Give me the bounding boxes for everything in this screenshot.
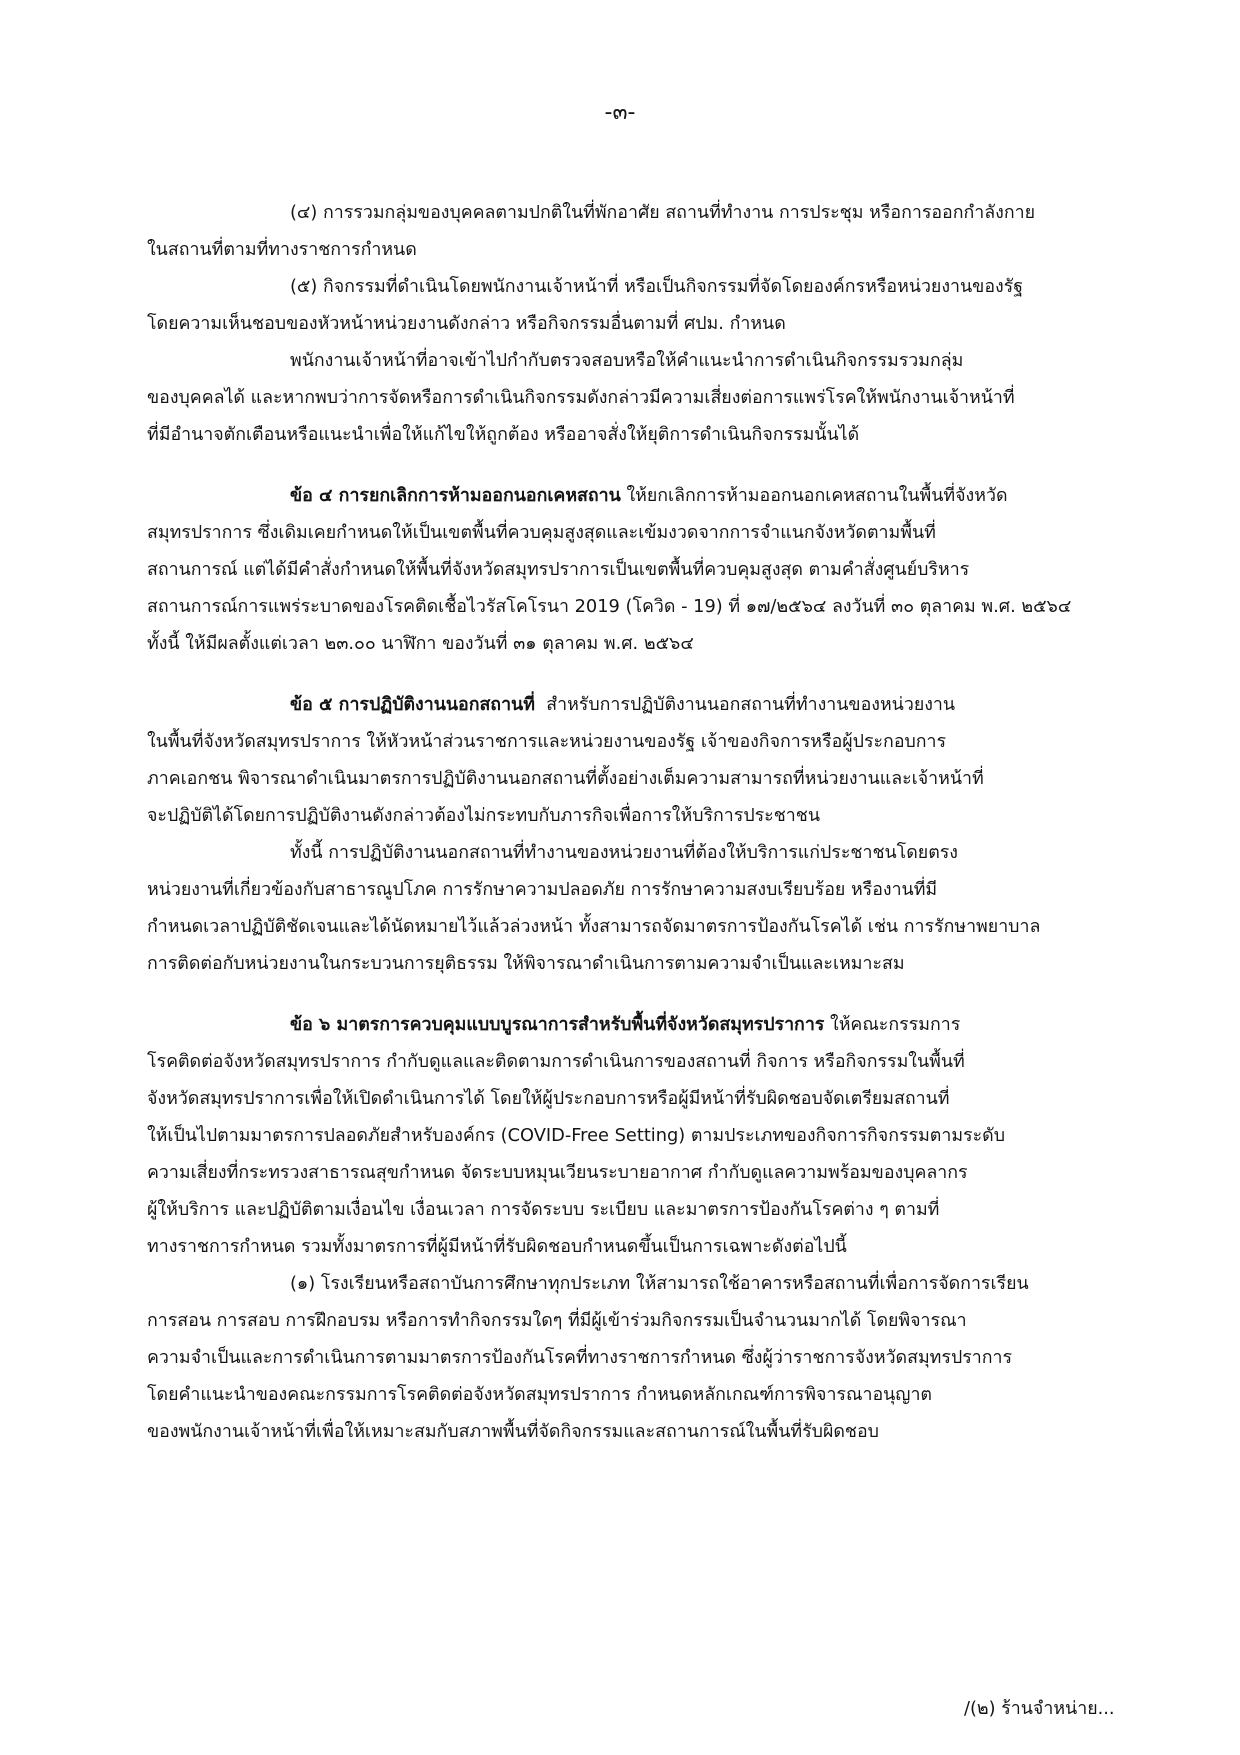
clause-5-heading: ข้อ ๕ การปฏิบัติงานนอกสถานที่: [290, 694, 535, 715]
paragraph-line: ความเสี่ยงที่กระทรวงสาธารณสุขกำหนด จัดระบบหมุนเวียนระบายอากาศ กำกับดูแลความพร้อมของบุคลากร: [147, 1162, 968, 1183]
paragraph-line: ทั้งนี้ ให้มีผลตั้งแต่เวลา ๒๓.๐๐ นาฬิกา ของวันที่ ๓๑ ตุลาคม พ.ศ. ๒๕๖๔: [147, 633, 694, 654]
clause-4-heading: ข้อ ๔ การยกเลิกการห้ามออกนอกเคหสถาน: [290, 485, 621, 506]
clause-6-heading: ข้อ ๖ มาตรการควบคุมแบบบูรณาการสำหรับพื้นที่จังหวัดสมุทรปราการ: [290, 1014, 825, 1035]
paragraph-line: (๕) กิจกรรมที่ดำเนินโดยพนักงานเจ้าหน้าที่ หรือเป็นกิจกรรมที่จัดโดยองค์กรหรือหน่วยงานของรัฐ: [290, 276, 1024, 297]
page-number: -๓-: [604, 100, 636, 125]
paragraph-line: พนักงานเจ้าหน้าที่อาจเข้าไปกำกับตรวจสอบหรือให้คำแนะนำการดำเนินกิจกรรมรวมกลุ่ม: [290, 350, 964, 371]
clause-5-first-line: [290, 690, 955, 720]
paragraph-line: สมุทรปราการ ซึ่งเดิมเคยกำหนดให้เป็นเขตพื้นที่ควบคุมสูงสุดและเข้มงวดจากการจำแนกจังหวัดตามพื้นที่: [147, 522, 936, 543]
paragraph-line: ความจำเป็นและการดำเนินการตามมาตรการป้องกันโรคที่ทางราชการกำหนด ซึ่งผู้ว่าราชการจังหวัดสมุทรปราการ: [147, 1347, 1013, 1368]
paragraph-line: โดยคำแนะนำของคณะกรรมการโรคติดต่อจังหวัดสมุทรปราการ กำหนดหลักเกณฑ์การพิจารณาอนุญาต: [147, 1384, 932, 1405]
paragraph-line: สถานการณ์ แต่ได้มีคำสั่งกำหนดให้พื้นที่จังหวัดสมุทรปราการเป็นเขตพื้นที่ควบคุมสูงสุด ตามคำสั่งศูนย์บริหาร: [147, 559, 970, 580]
paragraph-line: (๔) การรวมกลุ่มของบุคคลตามปกติในที่พักอาศัย สถานที่ทำงาน การประชุม หรือการออกกำลังกาย: [290, 202, 1035, 223]
paragraph-line: โดยความเห็นชอบของหัวหน้าหน่วยงานดังกล่าว หรือกิจกรรมอื่นตามที่ ศปม. กำหนด: [147, 313, 786, 334]
paragraph-line: ของพนักงานเจ้าหน้าที่เพื่อให้เหมาะสมกับสภาพพื้นที่จัดกิจกรรมและสถานการณ์ในพื้นที่รับผิดชอบ: [147, 1421, 879, 1442]
clause-5-text: สำหรับการปฏิบัติงานนอกสถานที่ทำงานของหน่วยงาน: [546, 694, 956, 715]
paragraph-line: ของบุคคลได้ และหากพบว่าการจัดหรือการดำเนินกิจกรรมดังกล่าวมีความเสี่ยงต่อการแพร่โรคให้พนักงานเจ้าหน้าที่: [147, 387, 1015, 408]
paragraph-line: ทางราชการกำหนด รวมทั้งมาตรการที่ผู้มีหน้าที่รับผิดชอบกำหนดขึ้นเป็นการเฉพาะดังต่อไปนี้: [147, 1236, 847, 1257]
paragraph-line: ให้เป็นไปตามมาตรการปลอดภัยสำหรับองค์กร (COVID-Free Setting) ตามประเภทของกิจการกิจกรรมตามระดับ: [147, 1125, 1005, 1146]
clause-4-first-line: [290, 481, 1008, 511]
clause-4-text: ให้ยกเลิกการห้ามออกนอกเคหสถานในพื้นที่จังหวัด: [626, 485, 1008, 506]
paragraph-line: จะปฏิบัติได้โดยการปฏิบัติงานดังกล่าวต้องไม่กระทบกับภารกิจเพื่อการให้บริการประชาชน: [147, 805, 821, 826]
paragraph-line: ในสถานที่ตามที่ทางราชการกำหนด: [147, 239, 417, 260]
paragraph-line: การติดต่อกับหน่วยงานในกระบวนการยุติธรรม ให้พิจารณาดำเนินการตามความจำเป็นและเหมาะสม: [147, 953, 905, 974]
paragraph-line: จังหวัดสมุทรปราการเพื่อให้เปิดดำเนินการได้ โดยให้ผู้ประกอบการหรือผู้มีหน้าที่รับผิดชอบจัดเตรียมสถานที่: [147, 1088, 950, 1109]
paragraph-line: การสอน การสอบ การฝึกอบรม หรือการทำกิจกรรมใดๆ ที่มีผู้เข้าร่วมกิจกรรมเป็นจำนวนมากได้ โดยพิจารณา: [147, 1310, 967, 1331]
paragraph-line: สถานการณ์การแพร่ระบาดของโรคติดเชื้อไวรัสโคโรนา 2019 (โควิด - 19) ที่ ๑๗/๒๕๖๔ ลงวันที่ ๓๐ ตุลาคม พ.ศ. ๒๕๖๔: [147, 596, 1072, 617]
paragraph-line: ที่มีอำนาจตักเตือนหรือแนะนำเพื่อให้แก้ไขให้ถูกต้อง หรืออาจสั่งให้ยุติการดำเนินกิจกรรมนั้นได้: [147, 424, 860, 445]
paragraph-line: กำหนดเวลาปฏิบัติชัดเจนและได้นัดหมายไว้แล้วล่วงหน้า ทั้งสามารถจัดมาตรการป้องกันโรคได้ เช่น การรักษาพยาบาล: [147, 916, 1041, 937]
clause-6-first-line: [290, 1010, 960, 1040]
paragraph-line: หน่วยงานที่เกี่ยวข้องกับสาธารณูปโภค การรักษาความปลอดภัย การรักษาความสงบเรียบร้อย หรืองานที่มี: [147, 879, 938, 900]
continuation-marker: /(๒) ร้านจำหน่าย...: [964, 1698, 1115, 1719]
paragraph-line: ภาคเอกชน พิจารณาดำเนินมาตรการปฏิบัติงานนอกสถานที่ตั้งอย่างเต็มความสามารถที่หน่วยงานและเจ้าหน้าที่: [147, 768, 984, 789]
paragraph-line: ทั้งนี้ การปฏิบัติงานนอกสถานที่ทำงานของหน่วยงานที่ต้องให้บริการแก่ประชาชนโดยตรง: [290, 842, 958, 863]
paragraph-line: ในพื้นที่จังหวัดสมุทรปราการ ให้หัวหน้าส่วนราชการและหน่วยงานของรัฐ เจ้าของกิจการหรือผู้ประกอบการ: [147, 731, 947, 752]
paragraph-line: (๑) โรงเรียนหรือสถาบันการศึกษาทุกประเภท ให้สามารถใช้อาคารหรือสถานที่เพื่อการจัดการเรียน: [290, 1273, 1029, 1294]
paragraph-line: ผู้ให้บริการ และปฏิบัติตามเงื่อนไข เงื่อนเวลา การจัดระบบ ระเบียบ และมาตรการป้องกันโรคต่าง ๆ ตามที่: [147, 1199, 940, 1220]
clause-6-text: ให้คณะกรรมการ: [830, 1014, 961, 1035]
paragraph-line: โรคติดต่อจังหวัดสมุทรปราการ กำกับดูแลและติดตามการดำเนินการของสถานที่ กิจการ หรือกิจกรรมในพื้นที่: [147, 1051, 965, 1072]
